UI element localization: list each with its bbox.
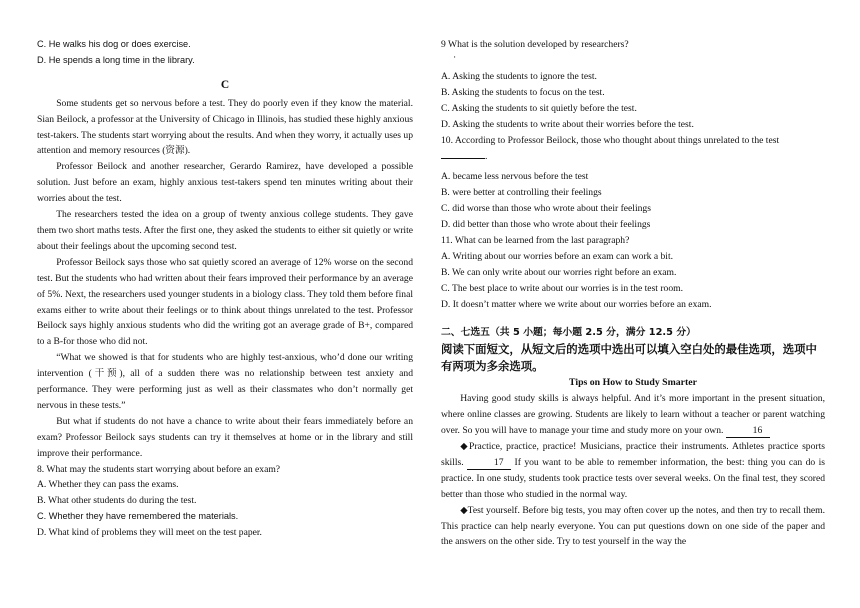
question-10-option-c: C. did worse than those who wrote about their feelings: [441, 203, 651, 215]
question-9-option-d: D. Asking the students to write about their worries before the test.: [441, 118, 694, 130]
prev-option-c: C. He walks his dog or does exercise.: [37, 39, 191, 49]
blank-17[interactable]: 17: [467, 457, 511, 470]
article-paragraph-2: [441, 439, 825, 503]
article-paragraph-1: [441, 391, 825, 439]
passage-paragraph-2: Professor Beilock and another researcher, Gerardo Ramirez, have developed a possible solution. Just before an exam, highly anxious test-takers spend ten minutes writing about their worries about the test.: [37, 161, 413, 205]
section-2-instruction: 阅读下面短文，从短文后的选项中选出可以填入空白处的最佳选项，选项中有两项为多余选项。: [441, 342, 817, 373]
question-9-option-c: C. Asking the students to sit quietly before the test.: [441, 102, 637, 114]
question-8-option-a: A. Whether they can pass the exams.: [37, 479, 179, 491]
question-8-option-d: D. What kind of problems they will meet on the test paper.: [37, 527, 262, 539]
question-9-stem: 9 What is the solution developed by researchers?: [441, 39, 629, 50]
left-column: [37, 37, 413, 541]
question-8-option-c: C. Whether they have remembered the materials.: [37, 511, 239, 522]
question-10-stem-end: .: [485, 151, 488, 163]
right-column: [441, 37, 825, 550]
passage-c-heading: C: [220, 78, 230, 91]
question-10-option-b: B. were better at controlling their feelings: [441, 187, 602, 199]
question-8-stem: 8. What may the students start worrying about before an exam?: [37, 463, 281, 475]
article-paragraph-2-lead: ◆Practice, practice, practice! Musicians, practice their instruments. Athletes practice sports skills.: [441, 441, 825, 468]
article-paragraph-3: ◆Test yourself. Before big tests, you may often cover up the notes, and then try to recall them. This practice can help nearly everyone. You can put questions down on one side of the paper and the answers on the other side. Try to test yourself in the way the: [441, 504, 825, 548]
question-11-option-c: C. The best place to write about our worries is in the test room.: [441, 282, 684, 294]
blank-16[interactable]: 16: [726, 425, 770, 438]
question-10-option-a: A. became less nervous before the test: [441, 171, 589, 183]
question-9-dot: ·: [453, 51, 457, 63]
section-2-heading: 二、七选五（共 5 小题；每小题 2.5 分，满分 12.5 分）: [441, 326, 696, 338]
passage-paragraph-6: But what if students do not have a chance to write about their fears immediately before an exam? Professor Beilock says students can try it themselves at home or in the library and still improve their performance.: [37, 415, 413, 459]
question-9-option-b: B. Asking the students to focus on the test.: [441, 86, 605, 98]
article-paragraph-1-text: Having good study skills is always helpful. And it’s more important in the present situation, where online classes are growing. Students are likely to learn without a teacher or parent watching over. So you will have to manage your time and study more on your own.: [441, 393, 825, 437]
question-9-option-a: A. Asking the students to ignore the test.: [441, 70, 597, 82]
passage-paragraph-4: Professor Beilock says those who sat quietly scored an average of 12% worse on the second test. But the students who had written about their fears improved their performance by an average of 5%. Next, the researchers used younger students in a biology class. They told them before final exams either to write about their feelings or to think about things unrelated to the test. Professor Beilock says highly anxious students who did the writing got an average grade of B+, compared to a B-for those who did not.: [37, 256, 413, 348]
question-10-stem-blank: [441, 148, 825, 165]
question-10-option-d: D. did better than those who wrote about their feelings: [441, 219, 651, 231]
passage-paragraph-3: The researchers tested the idea on a group of twenty anxious college students. They gave them two short maths tests. After the first one, they asked the students to either sit quietly or write about their feelings about the upcoming second test.: [37, 209, 413, 252]
question-11-option-a: A. Writing about our worries before an exam can work a bit.: [441, 250, 674, 262]
article-paragraph-2-rest: If you want to be able to remember information, the best: thing you can do is practice. In one study, students took practice tests over several weeks. On the final test, they scored better than those who studied in the normal way.: [441, 456, 825, 500]
question-8-option-b: B. What other students do during the test.: [37, 495, 197, 507]
question-11-option-d: D. It doesn’t matter where we write about our worries before an exam.: [441, 298, 712, 310]
answer-blank: [441, 148, 485, 159]
question-11-stem: 11. What can be learned from the last paragraph?: [441, 234, 630, 246]
passage-paragraph-5: “What we showed is that for students who are highly test-anxious, who’d done our writing intervention (干预), all of a sudden there was no relationship between test anxiety and performance. They were performing just as well as their classmates who don’t normally get nervous in these tests.”: [37, 352, 413, 411]
question-10-stem: 10. According to Professor Beilock, those who thought about things unrelated to the test: [441, 134, 780, 146]
prev-option-d: D. He spends a long time in the library.: [37, 54, 195, 65]
question-11-option-b: B. We can only write about our worries right before an exam.: [441, 266, 677, 278]
article-title: Tips on How to Study Smarter: [568, 377, 697, 389]
passage-paragraph-1: Some students get so nervous before a test. They do poorly even if they know the material. Sian Beilock, a professor at the University of Chicago in Illinois, has studied these highly anxious test-takers. The students start worrying about the results. And when they worry, it actually uses up attention and memory resources (资源).: [37, 97, 413, 157]
